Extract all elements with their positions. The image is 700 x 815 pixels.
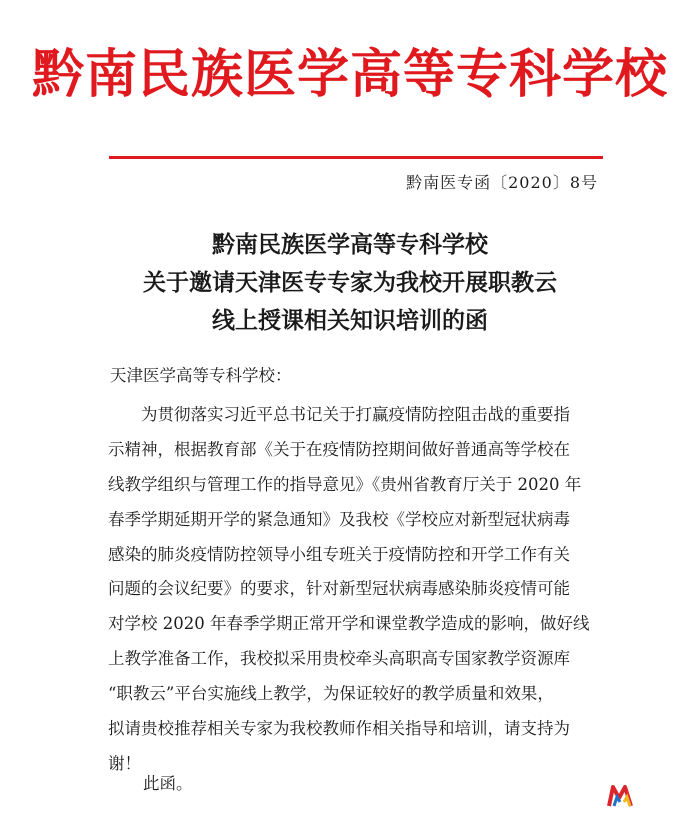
title-line-2: 关于邀请天津医专专家为我校开展职教云	[143, 270, 557, 296]
document-number: 黔南医专函〔2020〕8号	[406, 173, 598, 192]
body-line: “职教云”平台实施线上教学，为保证较好的教学质量和效果，	[108, 684, 554, 704]
body-line: 为贯彻落实习近平总书记关于打赢疫情防控阻击战的重要指	[141, 405, 570, 424]
red-divider	[109, 156, 603, 159]
body-line: 上教学准备工作，我校拟采用贵校牵头高职高专国家教学资源库	[108, 649, 570, 669]
closing-text: 此函。	[143, 774, 193, 793]
body-line: 拟请贵校推荐相关专家为我校教师作相关指导和培训，请支持为	[108, 719, 570, 739]
corner-logo-icon	[606, 783, 638, 809]
body-line: 对学校 2020 年春季学期正常开学和课堂教学造成的影响，做好线	[108, 614, 590, 634]
body-line: 春季学期延期开学的紧急通知》及我校《学校应对新型冠状病毒	[108, 509, 570, 529]
document-title	[0, 226, 700, 340]
masthead-title: 黔南民族医学高等专科学校	[31, 44, 668, 105]
body-line: 示精神，根据教育部《关于在疫情防控期间做好普通高等学校在	[108, 439, 570, 459]
letter-body	[108, 398, 608, 782]
body-line: 感染的肺炎疫情防控领导小组专班关于疫情防控和开学工作有关	[108, 544, 570, 564]
body-line: 谢！	[108, 753, 141, 773]
salutation: 天津医学高等专科学校：	[110, 366, 292, 385]
title-line-1: 黔南民族医学高等专科学校	[212, 232, 488, 258]
body-line: 线教学组织与管理工作的指导意见》《贵州省教育厅关于 2020 年	[108, 474, 582, 494]
body-line: 问题的会议纪要》的要求，针对新型冠状病毒感染肺炎疫情可能	[108, 579, 570, 599]
title-line-3: 线上授课相关知识培训的函	[212, 308, 488, 334]
